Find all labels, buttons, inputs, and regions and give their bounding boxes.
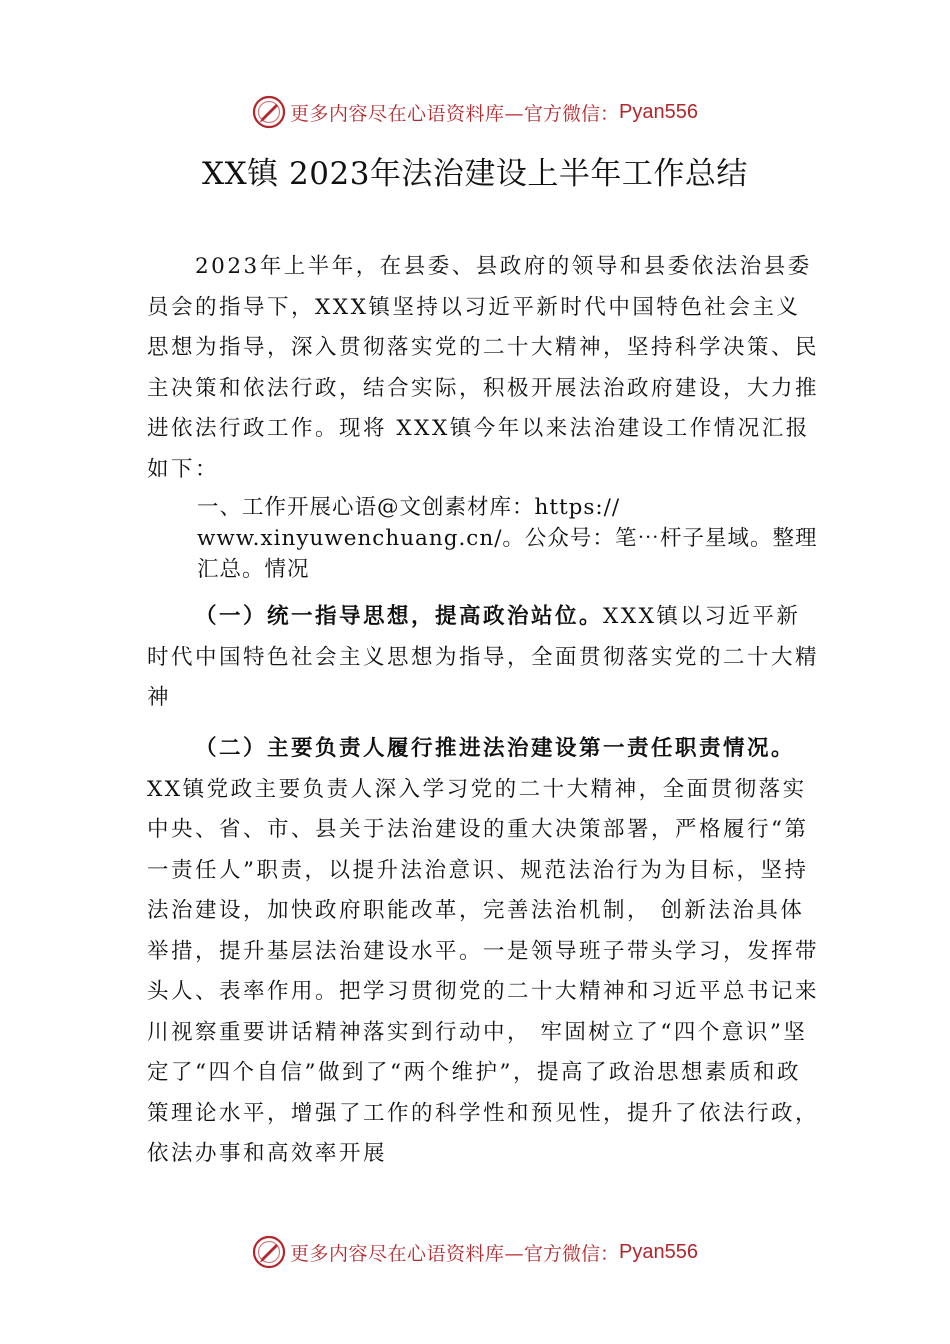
banner-wechat-label: 官方微信： [524, 1242, 620, 1265]
banner-wechat-label: 官方微信： [524, 102, 620, 125]
section-1-body: XXX镇以习近平新时代中国特色社会主义思想为指导，全面贯彻落实党的二十大精神 [147, 604, 820, 710]
section-heading-work: 一、工作开展心语@文创素材库：https:// www.xinyuwenchuang.cn/。公众号：笔⋯杆子星域。整理汇总。情况 [197, 495, 818, 582]
header-banner [0, 92, 950, 132]
paragraph-section-2 [147, 729, 822, 1175]
brush-logo-icon [252, 95, 286, 129]
paragraph-section-1 [147, 597, 822, 719]
brush-logo-icon [252, 1235, 286, 1269]
section-1-heading: （一）统一指导思想，提高政治站位。 [195, 604, 604, 629]
banner-text: 更多内容尽在心语资料库— [290, 102, 525, 125]
section-2-heading: （二）主要负责人履行推进法治建设第一责任职责情况。 [195, 736, 796, 761]
section-2-body: XX镇党政主要负责人深入学习党的二十大精神，全面贯彻落实中央、省、市、县关于法治建设的重大决策部署，严格履行“第一责任人”职责，以提升法治意识、规范法治行为为目标，坚持法治建设，加快政府职能改革，完善法治机制， 创新法治具体举措，提升基层法治建设水平。一是领导班子带头学习，发挥带头人、表率作用。把学习贯彻党的二十大精神和习近平总书记来川视察重要讲话精神落实到行动中， 牢固树立了“四个意识”坚定了“四个自信”做到了“两个维护”，提高了政治思想素质和政策理论水平，增强了工作的科学性和预见性，提升了依法行政，依法办事和高效率开展 [147, 776, 820, 1166]
footer-banner [0, 1232, 950, 1272]
document-title: XX镇 2023年法治建设上半年工作总结 [202, 156, 748, 192]
banner-text: 更多内容尽在心语资料库— [290, 1242, 525, 1265]
paragraph-intro: 2023年上半年，在县委、县政府的领导和县委依法治县委员会的指导下，XXX镇坚持以习近平新时代中国特色社会主义思想为指导，深入贯彻落实党的二十大精神，坚持科学决策、民主决策和依法行政，结合实际，积极开展法治政府建设，大力推进依法行政工作。现将 XXX镇今年以来法治建设工作情况汇报如下： [147, 254, 820, 482]
banner-wechat-id: Pyan556 [619, 100, 698, 123]
banner-wechat-id: Pyan556 [619, 1240, 698, 1263]
